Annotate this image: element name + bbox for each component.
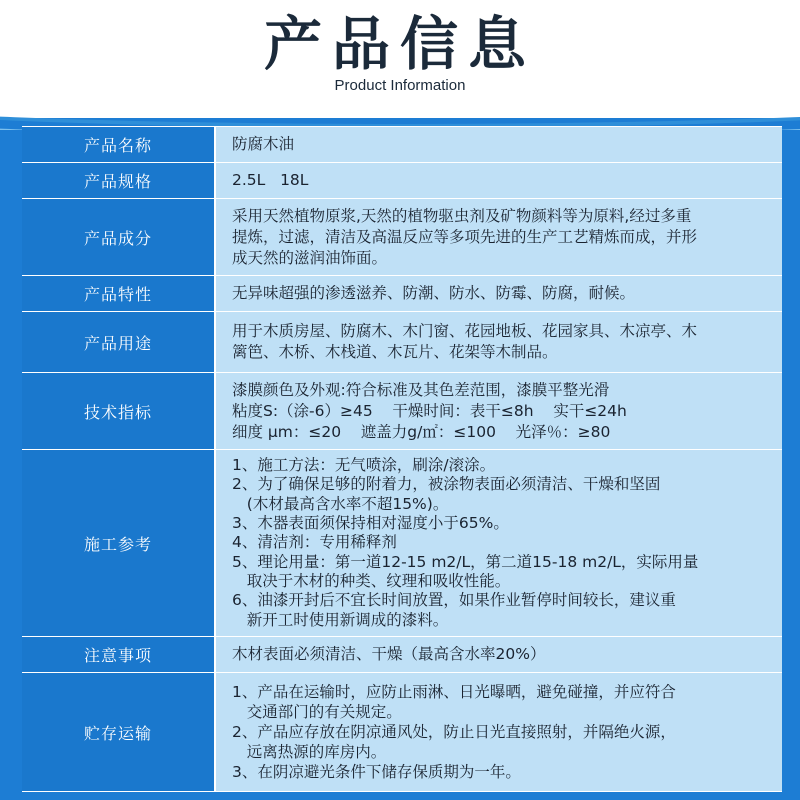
row-content — [216, 199, 782, 275]
content-line: 漆膜颜色及外观:符合标准及其色差范围，漆膜平整光滑 — [232, 380, 610, 399]
page-title: 产品信息 — [263, 10, 536, 78]
row-spec — [22, 163, 782, 199]
row-content — [216, 673, 782, 791]
row-content — [216, 450, 782, 636]
row-name — [22, 127, 782, 163]
content-line: 取决于木材的种类、纹理和吸收性能。 — [232, 571, 511, 590]
content-line: 防腐木油 — [232, 135, 295, 153]
content-line: 木材表面必须清洁、干燥（最高含水率20%） — [232, 645, 546, 663]
content-line: 2、为了确保足够的附着力，被涂物表面必须清洁、干燥和坚固 — [232, 475, 661, 494]
content-line: 篱笆、木桥、木栈道、木瓦片、花架等木制品。 — [232, 343, 558, 361]
content-line: 提炼，过滤，清洁及高温反应等多项先进的生产工艺精炼而成，并形 — [232, 227, 698, 246]
content-line: 用于木质房屋、防腐木、木门窗、花园地板、花园家具、木凉亭、木 — [232, 322, 698, 340]
content-line: 1、施工方法：无气喷涂，刷涂/滚涂。 — [232, 456, 496, 475]
product-info-table — [22, 126, 782, 792]
row-content — [216, 163, 782, 198]
content-line: 1、产品在运输时，应防止雨淋、日光曝晒，避免碰撞，并应符合 — [232, 683, 676, 701]
content-line: 交通部门的有关规定。 — [232, 703, 402, 721]
content-line: 3、木器表面须保持相对湿度小于65%。 — [232, 514, 509, 532]
row-content — [216, 312, 782, 372]
content-line: 2、产品应存放在阴凉通风处，防止日光直接照射，并隔绝火源， — [232, 723, 676, 741]
row-label: 产品规格 — [22, 163, 216, 198]
content-line: 3、在阴凉避光条件下储存保质期为一年。 — [232, 763, 521, 781]
row-technical — [22, 373, 782, 450]
row-content — [216, 637, 782, 672]
content-line: 粘度S:（涂-6）≥45 干燥时间：表干≤8h 实干≤24h — [232, 401, 627, 420]
row-composition — [22, 199, 782, 276]
row-label: 产品特性 — [22, 276, 216, 311]
content-line: 无异味超强的渗透滋养、防潮、防水、防霉、防腐，耐候。 — [232, 284, 636, 302]
content-line: 5、理论用量：第一道12-15 m2/L，第二道15-18 m2/L，实际用量 — [232, 552, 699, 571]
row-application — [22, 450, 782, 637]
content-line: 新开工时使用新调成的漆料。 — [232, 610, 449, 629]
content-line: 2.5L 18L — [232, 171, 309, 189]
content-line: (木材最高含水率不超15%)。 — [232, 494, 449, 513]
row-label: 技术指标 — [22, 373, 216, 449]
header — [0, 0, 800, 118]
row-label: 产品名称 — [22, 127, 216, 162]
row-label: 产品成分 — [22, 199, 216, 275]
row-content — [216, 276, 782, 311]
row-label: 贮存运输 — [22, 673, 216, 791]
row-label: 产品用途 — [22, 312, 216, 372]
page-subtitle: Product Information — [334, 77, 466, 94]
content-line: 远离热源的库房内。 — [232, 743, 387, 761]
content-line: 4、清洁剂：专用稀释剂 — [232, 533, 397, 552]
row-content — [216, 127, 782, 162]
row-features — [22, 276, 782, 312]
content-line: 细度 μm：≤20 遮盖力g/㎡：≤100 光泽％：≥80 — [232, 422, 611, 441]
row-notes — [22, 637, 782, 673]
row-usage — [22, 312, 782, 373]
row-content — [216, 373, 782, 449]
row-storage — [22, 673, 782, 792]
row-label: 施工参考 — [22, 450, 216, 636]
content-line: 采用天然植物原浆,天然的植物驱虫剂及矿物颜料等为原料,经过多重 — [232, 206, 692, 225]
row-label: 注意事项 — [22, 637, 216, 672]
content-line: 成天然的滋润油饰面。 — [232, 248, 388, 267]
content-line: 6、油漆开封后不宜长时间放置，如果作业暂停时间较长，建议重 — [232, 591, 676, 610]
